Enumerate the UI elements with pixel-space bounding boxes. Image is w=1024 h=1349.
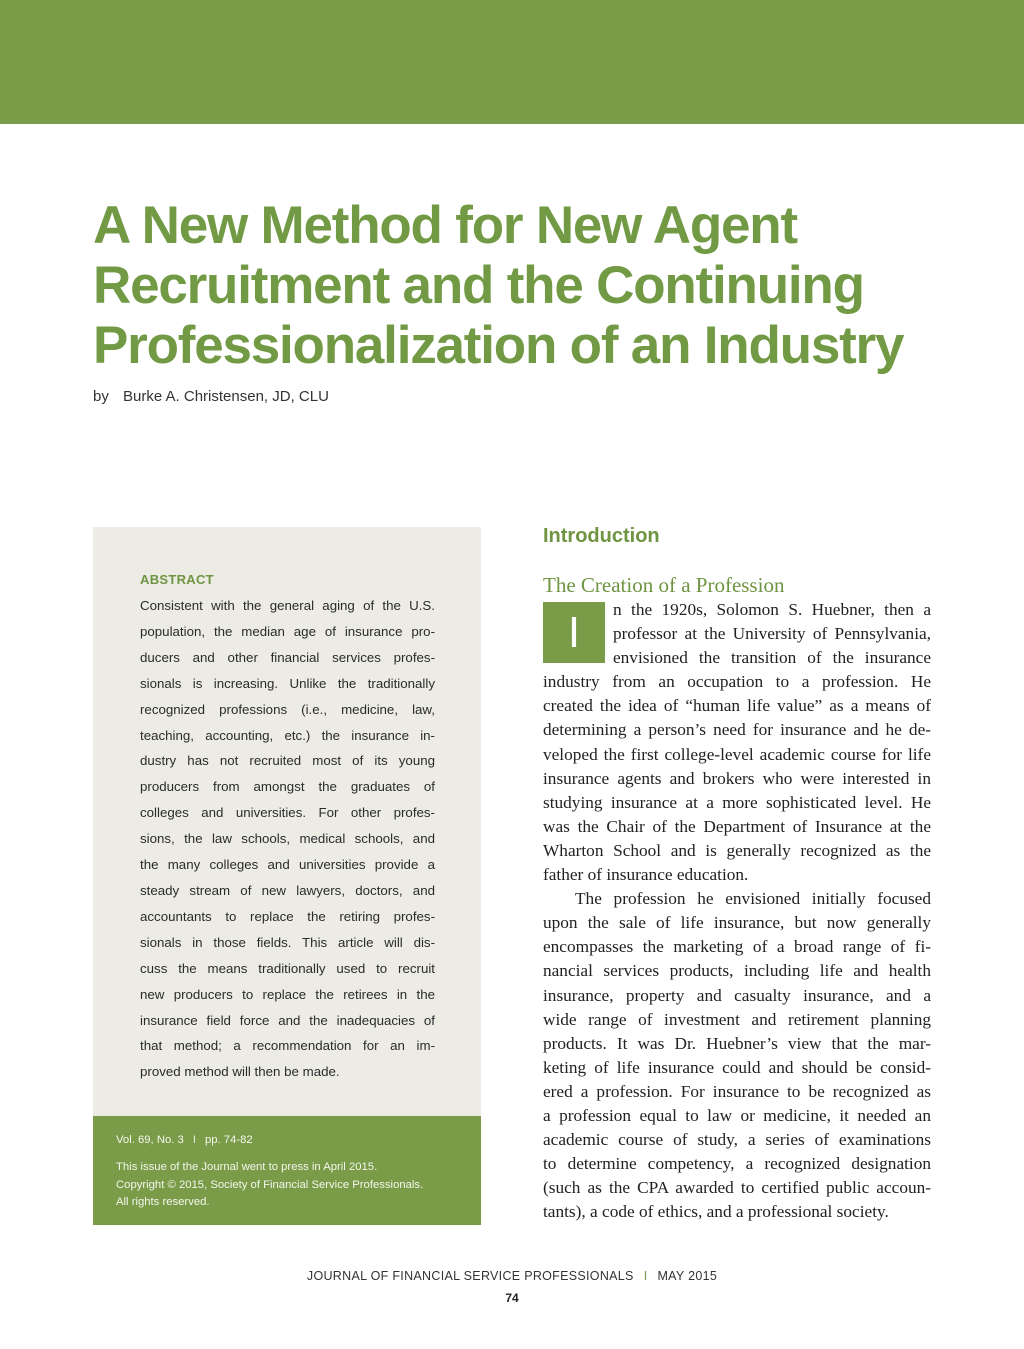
abstract-line: teaching, accounting, etc.) the insurance in- <box>140 727 435 743</box>
abstract-line: proved method will then be made. <box>140 1064 340 1080</box>
body-line: upon the sale of life insurance, but now generally <box>543 913 931 933</box>
body-line: academic course of study, a series of examinations <box>543 1130 931 1150</box>
body-line: to determine competency, a recognized designation <box>543 1154 931 1174</box>
volume-separator: I <box>192 1134 196 1146</box>
press-note: This issue of the Journal went to press in April 2015. <box>116 1161 378 1173</box>
page-range: pp. 74-82 <box>204 1134 253 1146</box>
abstract-line: ducers and other financial services profes- <box>140 649 435 665</box>
body-text <box>543 598 931 1224</box>
article-title <box>93 196 953 376</box>
abstract-line: dustry has not recruited most of its young <box>140 753 435 769</box>
byline <box>93 388 329 405</box>
body-line: envisioned the transition of the insurance <box>613 648 931 668</box>
body-line: n the 1920s, Solomon S. Huebner, then a <box>613 600 931 619</box>
body-line: wide range of investment and retirement planning <box>543 1009 931 1029</box>
abstract-line: colleges and universities. For other profes- <box>140 805 435 821</box>
drop-cap: I <box>543 602 605 663</box>
abstract-line: population, the median age of insurance pro- <box>140 623 435 639</box>
body-line: insurance, property and casualty insurance, and a <box>543 985 931 1005</box>
rights-line: All rights reserved. <box>116 1196 210 1208</box>
body-line: (such as the CPA awarded to certified public accoun- <box>543 1178 931 1198</box>
body-line: The profession he envisioned initially focused <box>575 889 931 909</box>
author-name: Burke A. Christensen, JD, CLU <box>123 388 329 405</box>
body-line: was the Chair of the Department of Insurance at the <box>543 816 931 836</box>
footer-separator: I <box>643 1269 648 1283</box>
body-line: determining a person’s need for insurance and he de- <box>543 720 931 740</box>
header-color-band <box>0 0 1024 124</box>
body-line: veloped the first college-level academic course for life <box>543 744 931 764</box>
title-line-3: Professionalization of an Industry <box>93 316 904 375</box>
body-line: keting of life insurance could and should be consid- <box>543 1057 931 1077</box>
abstract-panel <box>93 527 481 1116</box>
body-line: professor at the University of Pennsylvania, <box>613 624 931 644</box>
abstract-line: sions, the law schools, medical schools, and <box>140 831 435 847</box>
abstract-line: the many colleges and universities provide a <box>140 857 435 873</box>
abstract-line: steady stream of new lawyers, doctors, and <box>140 882 435 898</box>
volume-number: Vol. 69, No. 3 <box>116 1134 184 1146</box>
abstract-line: accountants to replace the retiring profes- <box>140 908 435 924</box>
body-line: products. It was Dr. Huebner’s view that the mar- <box>543 1033 931 1053</box>
title-line-1: A New Method for New Agent <box>93 196 797 255</box>
abstract-line: insurance field force and the inadequacies of <box>140 1012 435 1028</box>
abstract-line: recognized professions (i.e., medicine, law, <box>140 701 435 717</box>
body-line: ered a profession. For insurance to be recognized as <box>543 1081 931 1101</box>
section-heading: The Creation of a Profession <box>543 573 785 597</box>
abstract-line: sionals is increasing. Unlike the traditionally <box>140 675 435 691</box>
body-line: father of insurance education. <box>543 865 749 885</box>
abstract-line: cuss the means traditionally used to recruit <box>140 960 435 976</box>
abstract-line: producers from amongst the graduates of <box>140 779 435 795</box>
byline-prefix: by <box>93 388 109 405</box>
introduction-heading: Introduction <box>543 525 660 547</box>
copyright-line: Copyright © 2015, Society of Financial Service Professionals. <box>116 1178 424 1191</box>
title-line-2: Recruitment and the Continuing <box>93 256 864 315</box>
copyright-notice <box>116 1159 423 1212</box>
body-line: created the idea of “human life value” as a means of <box>543 696 931 716</box>
abstract-line: that method; a recommendation for an im- <box>140 1038 435 1054</box>
page-number: 74 <box>505 1291 519 1305</box>
journal-name: JOURNAL OF FINANCIAL SERVICE PROFESSIONALS <box>306 1269 634 1283</box>
abstract-text <box>140 593 435 1085</box>
abstract-heading: ABSTRACT <box>140 572 214 587</box>
body-line: insurance agents and brokers who were interested in <box>543 768 931 788</box>
body-line: nancial services products, including life and health <box>543 961 931 981</box>
body-line: Wharton School and is generally recognized as the <box>543 840 931 860</box>
body-line: studying insurance at a more sophisticated level. He <box>543 792 931 812</box>
abstract-line: new producers to replace the retirees in the <box>140 986 435 1002</box>
body-line: industry from an occupation to a profession. He <box>543 672 931 692</box>
body-line: tants), a code of ethics, and a professional society. <box>543 1202 889 1222</box>
issue-date: MAY 2015 <box>657 1269 718 1283</box>
abstract-line: Consistent with the general aging of the U.S. <box>140 598 435 613</box>
publication-info-panel <box>93 1116 481 1225</box>
journal-footer <box>0 1269 1024 1283</box>
body-line: encompasses the marketing of a broad range of fi- <box>543 937 931 957</box>
volume-pages <box>116 1134 253 1146</box>
abstract-line: sionals in those fields. This article will dis- <box>140 934 435 950</box>
body-line: a profession equal to law or medicine, it needed an <box>543 1105 931 1125</box>
